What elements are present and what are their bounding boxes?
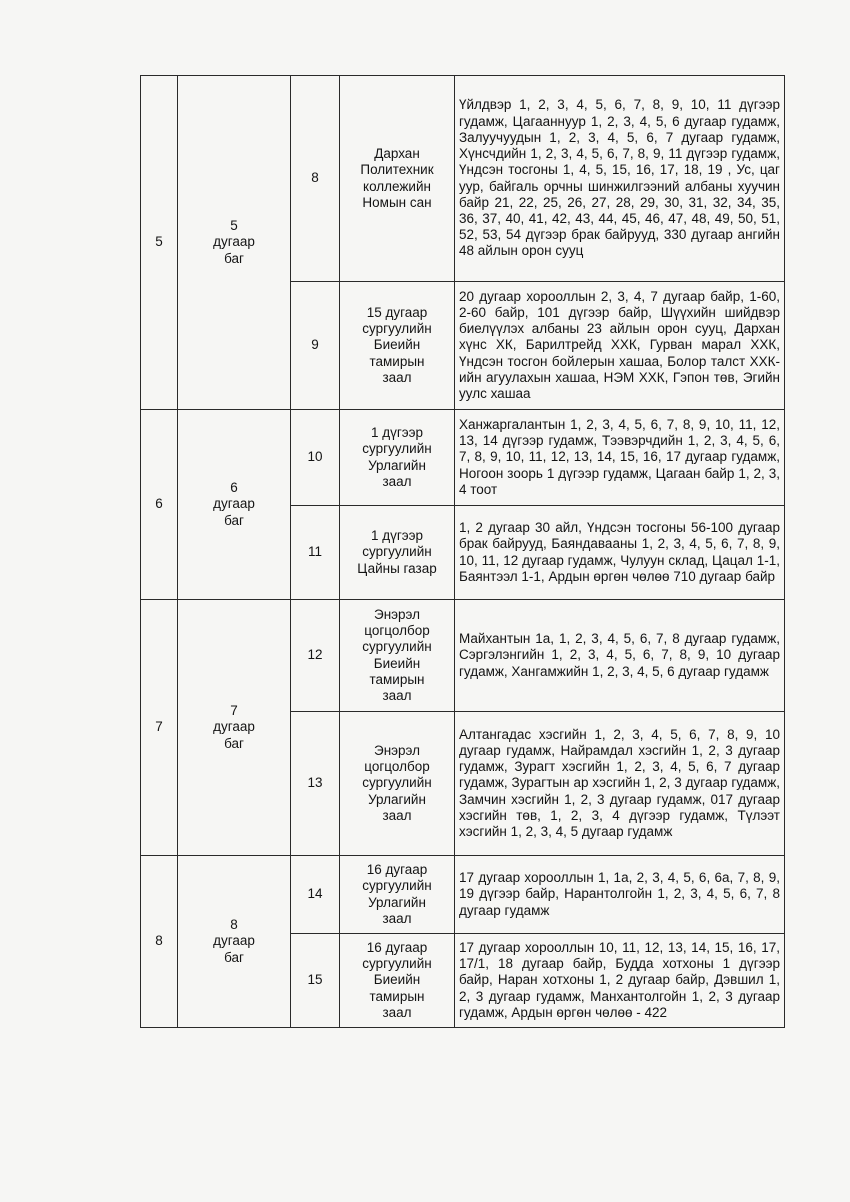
unit-number: 13 bbox=[291, 712, 340, 856]
bag-name bbox=[178, 856, 291, 1028]
unit-number: 11 bbox=[291, 506, 340, 600]
place-label: Дархан Политехник коллежийн Номын сан bbox=[360, 146, 434, 210]
bag-name bbox=[178, 600, 291, 856]
unit-place bbox=[340, 934, 455, 1028]
polling-station-table bbox=[140, 75, 785, 1028]
table-row bbox=[141, 410, 785, 506]
address-list: 17 дугаар хорооллын 1, 1а, 2, 3, 4, 5, 6, 6а, 7, 8, 9, 19 дүгээр байр, Нарантолгойн 1, 2, 3, 4, 5, 6, 7, 8 дугаар гудамж bbox=[455, 856, 785, 934]
unit-place bbox=[340, 410, 455, 506]
bag-label: 8 дугаар баг bbox=[213, 917, 255, 965]
place-label: 16 дугаар сургуулийн Биеийн тамирын заал bbox=[362, 939, 432, 1020]
address-list: Алтангадас хэсгийн 1, 2, 3, 4, 5, 6, 7, 8, 9, 10 дугаар гудамж, Найрамдал хэсгийн 1, 2, 3 дугаар гудамж, Зурагт хэсгийн 1, 2, 3, 4, 5, 6, 7 дугаар гудамж, Зурагтын ар хэсгийн 1, 2, 3 дугаар гудамж, Замчин хэсгийн 1, 2, 3 дугаар гудамж, 017 дугаар хэсгийн төв, 1, 2, 3, 4 дүгээр гудамж, Түлээт хэсгийн 1, 2, 3, 4, 5 дугаар гудамж bbox=[455, 712, 785, 856]
place-label: 1 дүгээр сургуулийн Цайны газар bbox=[357, 528, 437, 576]
address-list: 17 дугаар хорооллын 10, 11, 12, 13, 14, 15, 16, 17, 17/1, 18 дугаар байр, Будда хотхоны 1 дүгээр байр, Наран хотхоны 1, 2 дугаар байр, Дэвшил 1, 2, 3 дугаар гудамж, Манхантолгойн 1, 2, 3 дугаар гудамж, Ардын өргөн чөлөө - 422 bbox=[455, 934, 785, 1028]
bag-name bbox=[178, 76, 291, 410]
khoroo-number: 7 bbox=[141, 600, 178, 856]
unit-place bbox=[340, 856, 455, 934]
unit-number: 8 bbox=[291, 76, 340, 282]
unit-number: 14 bbox=[291, 856, 340, 934]
place-label: 15 дугаар сургуулийн Биеийн тамирын заал bbox=[362, 304, 432, 385]
unit-place bbox=[340, 282, 455, 410]
khoroo-number: 6 bbox=[141, 410, 178, 600]
unit-place bbox=[340, 600, 455, 712]
unit-number: 12 bbox=[291, 600, 340, 712]
bag-name bbox=[178, 410, 291, 600]
address-list: 20 дугаар хорооллын 2, 3, 4, 7 дугаар байр, 1-60, 2-60 байр, 101 дүгээр байр, Шүүхийн шийдвэр биелүүлэх албаны 23 айлын орон сууц, Дархан хүнс ХК, Барилтрейд ХХК, Гурван марал ХХК, Үндсэн тосгон бойлерын хашаа, Болор талст ХХК-ийн агуулахын хашаа, НЭМ ХХК, Гэпон төв, Эгийн уулс хашаа bbox=[455, 282, 785, 410]
unit-number: 10 bbox=[291, 410, 340, 506]
khoroo-number: 5 bbox=[141, 76, 178, 410]
address-list: 1, 2 дугаар 30 айл, Үндсэн тосгоны 56-100 дугаар брак байрууд, Баяндавааны 1, 2, 3, 4, 5, 6, 7, 8, 9, 10, 11, 12 дугаар гудамж, Чулуун склад, Цацал 1-1, Баянтээл 1-1, Ардын өргөн чөлөө 710 дугаар байр bbox=[455, 506, 785, 600]
bag-label: 5 дугаар баг bbox=[213, 218, 255, 266]
unit-number: 15 bbox=[291, 934, 340, 1028]
unit-place bbox=[340, 506, 455, 600]
place-label: Энэрэл цогцолбор сургуулийн Урлагийн заал bbox=[362, 742, 432, 823]
unit-place bbox=[340, 76, 455, 282]
table-row bbox=[141, 856, 785, 934]
bag-label: 7 дугаар баг bbox=[213, 703, 255, 751]
place-label: Энэрэл цогцолбор сургуулийн Биеийн тамирын заал bbox=[362, 606, 432, 703]
address-list: Ханжаргалантын 1, 2, 3, 4, 5, 6, 7, 8, 9, 10, 11, 12, 13, 14 дүгээр гудамж, Тээвэрчдийн 1, 2, 3, 4, 5, 6, 7, 8, 9, 10, 11, 12, 13, 14, 15, 16, 17 дугаар гудамж, Ногоон зоорь 1 дүгээр гудамж, Цагаан байр 1, 2, 3, 4 тоот bbox=[455, 410, 785, 506]
khoroo-number: 8 bbox=[141, 856, 178, 1028]
table-row bbox=[141, 76, 785, 282]
table-row bbox=[141, 600, 785, 712]
place-label: 16 дугаар сургуулийн Урлагийн заал bbox=[362, 862, 432, 926]
place-label: 1 дүгээр сургуулийн Урлагийн заал bbox=[362, 425, 432, 489]
unit-number: 9 bbox=[291, 282, 340, 410]
address-list: Майхантын 1а, 1, 2, 3, 4, 5, 6, 7, 8 дугаар гудамж, Сэргэлэнгийн 1, 2, 3, 4, 5, 6, 7, 8, 9, 10 дугаар гудамж, Хангамжийн 1, 2, 3, 4, 5, 6 дугаар гудамж bbox=[455, 600, 785, 712]
bag-label: 6 дугаар баг bbox=[213, 480, 255, 528]
address-list: Үйлдвэр 1, 2, 3, 4, 5, 6, 7, 8, 9, 10, 11 дүгээр гудамж, Цагааннуур 1, 2, 3, 4, 5, 6 дугаар гудамж, Залуучуудын 1, 2, 3, 4, 5, 6, 7 дугаар гудамж, Хүнсчдийн 1, 2, 3, 4, 5, 6, 7, 8, 9, 11 дүгээр гудамж, Үндсэн тосгоны 1, 4, 5, 15, 16, 17, 18, 19 , Ус, цаг уур, байгаль орчны шинжилгээний албаны хуучин байр 21, 22, 25, 26, 27, 28, 29, 30, 31, 32, 34, 35, 36, 37, 40, 41, 42, 43, 44, 45, 46, 47, 48, 49, 50, 51, 52, 53, 54 дүгээр брак байрууд, 330 дугаар ангийн 48 айлын орон сууц bbox=[455, 76, 785, 282]
unit-place bbox=[340, 712, 455, 856]
